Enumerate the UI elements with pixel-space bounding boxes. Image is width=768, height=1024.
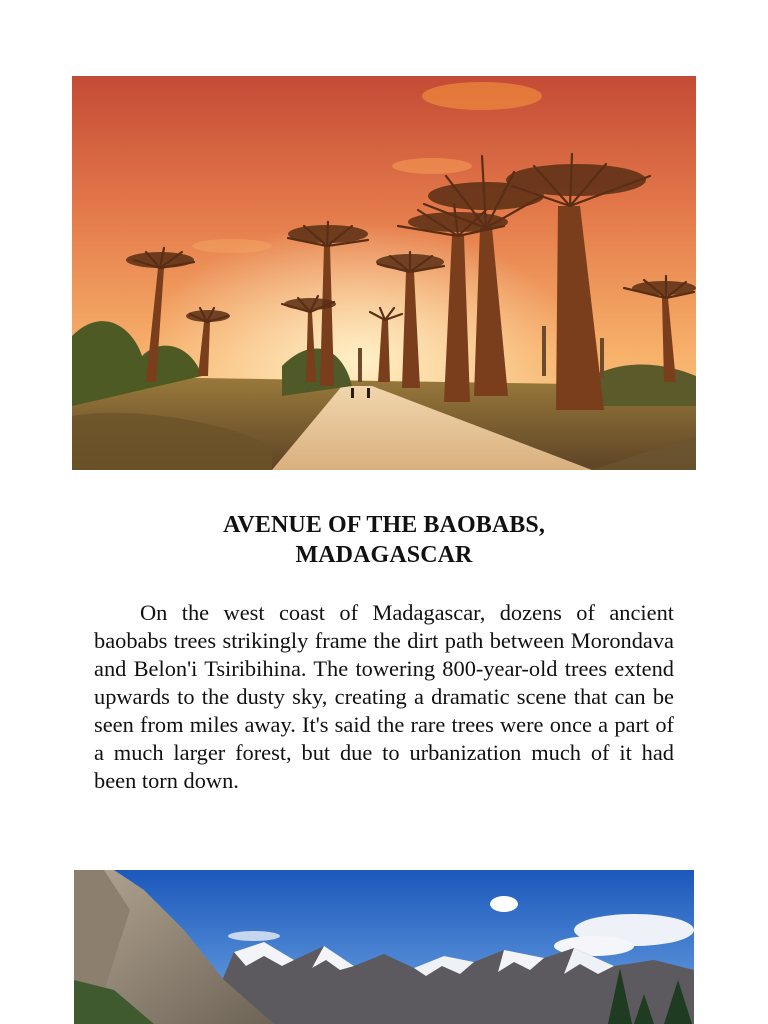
mountain-lake-photo xyxy=(74,870,694,1024)
article-body: On the west coast of Madagascar, dozens of ancient baobabs trees strikingly frame the dirt path between Morondava and Belon'i Tsiribihina. The towering 800-year-old trees extend upwards to the dusty sky, creating a dramatic scene that can be seen from miles away. It's said the rare trees were once a part of a much larger forest, but due to urbanization much of it had been torn down. xyxy=(94,600,674,793)
baobab-photo-canvas xyxy=(72,76,696,470)
article-title xyxy=(94,510,674,570)
baobab-avenue-photo xyxy=(72,76,696,470)
mountain-photo-canvas xyxy=(74,870,694,1024)
article-title-line-1: AVENUE OF THE BAOBABS, xyxy=(223,512,545,538)
article-title-line-2: MADAGASCAR xyxy=(295,542,473,568)
